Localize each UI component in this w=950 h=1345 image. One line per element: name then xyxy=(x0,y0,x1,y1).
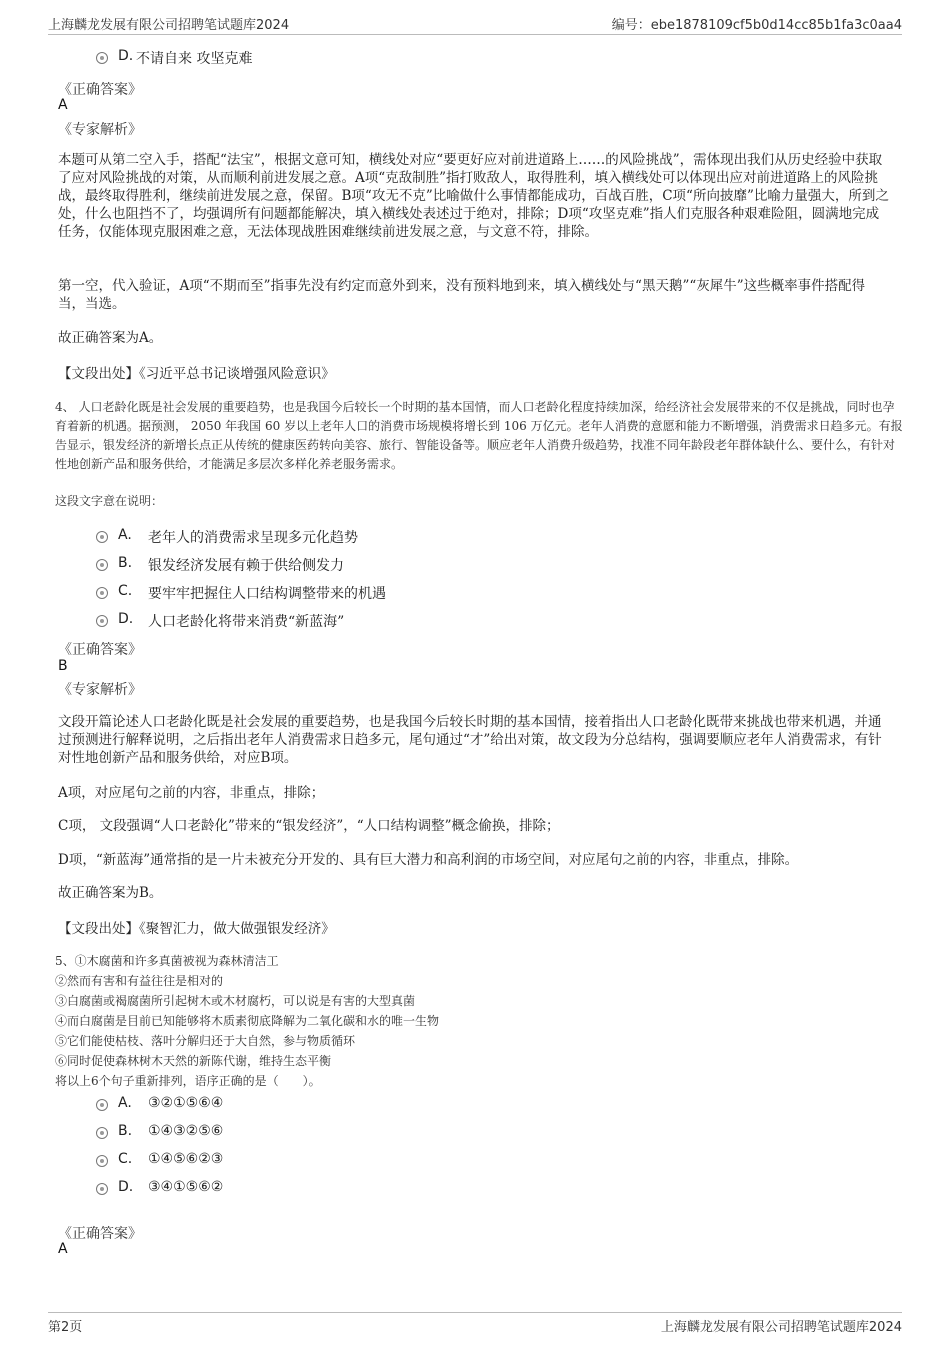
radio-icon[interactable] xyxy=(96,531,108,543)
option-text: 人口老龄化将带来消费“新蓝海” xyxy=(148,614,345,630)
q3-analysis-label: 《专家解析》 xyxy=(58,122,142,138)
q5-answer: A xyxy=(58,1241,68,1257)
q3-analysis-paragraph: 本题可从第二空入手，搭配“法宝”，根据文意可知，横线处对应“要更好应对前进道路上……的风险挑战”，需体现出我们从历史经验中获取了应对风险挑战的对策，从而顺利前进发展之意。A项“克敌制胜”指打败敌人，取得胜利，填入横线处可以体现出应对前进道路上的风险挑战，最终取得胜利，继续前进发展之意，保留。B项“攻无不克”比喻做什么事情都能成功，百战百胜，C项“所向披靡”比喻力量强大，所到之处，什么也阻挡不了，均强调所有问题都能解决，填入横线处表述过于绝对，排除；D项“攻坚克难”指人们克服各种艰难险阻，圆满地完成任务，仅能体现克服困难之意，无法体现战胜困难继续前进发展之意，与文意不符，排除。 xyxy=(58,152,889,240)
option-key: D. xyxy=(118,48,134,64)
q4-analysis-paragraph: C项， 文段强调“人口老龄化”带来的“银发经济”，“人口结构调整”概念偷换，排除； xyxy=(58,818,560,834)
radio-icon[interactable] xyxy=(96,1183,108,1195)
radio-icon[interactable] xyxy=(96,1099,108,1111)
radio-icon[interactable] xyxy=(96,587,108,599)
q4-source: 【文段出处】《聚智汇力，做大做强银发经济》 xyxy=(58,921,335,937)
radio-icon[interactable] xyxy=(96,1127,108,1139)
option-key: D. xyxy=(118,611,134,627)
option-key: B. xyxy=(118,1123,133,1139)
page-number: 第2页 xyxy=(48,1320,83,1335)
q4-answer: B xyxy=(58,658,68,674)
q3-answer-label: 《正确答案》 xyxy=(58,82,142,98)
option-text: 要牢牢把握住人口结构调整带来的机遇 xyxy=(148,586,386,602)
page-footer xyxy=(48,1312,902,1335)
q3-source: 【文段出处】《习近平总书记谈增强风险意识》 xyxy=(58,366,335,382)
q5-stem-line: 5、①木腐菌和许多真菌被视为森林清洁工 xyxy=(55,954,279,968)
q5-stem-line: ⑤它们能使枯枝、落叶分解归还于大自然，参与物质循环 xyxy=(55,1034,356,1048)
q4-question: 这段文字意在说明： xyxy=(55,494,164,508)
q5-stem-line: ⑥同时促使森林树木天然的新陈代谢，维持生态平衡 xyxy=(55,1054,332,1068)
q5-stem-line: ③白腐菌或褐腐菌所引起树木或木材腐朽，可以说是有害的大型真菌 xyxy=(55,994,416,1008)
footer-title: 上海麟龙发展有限公司招聘笔试题库2024 xyxy=(660,1320,902,1335)
q3-analysis-paragraph: 故正确答案为A。 xyxy=(58,330,163,346)
q4-analysis-paragraph: 文段开篇论述人口老龄化既是社会发展的重要趋势，也是我国今后较长时期的基本国情，接着指出人口老龄化既带来挑战也带来机遇，并通过预测进行解释说明，之后指出老年人消费需求日趋多元，尾句通过“才”给出对策，故文段为分总结构，强调要顺应老年人消费需求，有针对性地创新产品和服务供给，对应B项。 xyxy=(58,714,882,766)
q5-answer-label: 《正确答案》 xyxy=(58,1226,142,1242)
option-text: 不请自来 攻坚克难 xyxy=(136,51,253,67)
option-text: ①④③②⑤⑥ xyxy=(148,1123,224,1139)
option-key: B. xyxy=(118,555,133,571)
option-key: C. xyxy=(118,583,133,599)
option-text: ③②①⑤⑥④ xyxy=(148,1095,224,1111)
option-key: A. xyxy=(118,1095,132,1111)
q5-stem-line: ④而白腐菌是目前已知能够将木质素彻底降解为二氧化碳和水的唯一生物 xyxy=(55,1014,440,1028)
q4-stem: 4、 人口老龄化既是社会发展的重要趋势，也是我国今后较长一个时期的基本国情，而人口老龄化程度持续加深，给经济社会发展带来的不仅是挑战，同时也孕育着新的机遇。据预测， 2050 年我国 60 岁以上老年人口的消费市场规模将增长到 106 万亿元。老年人消费的意愿和能力不断增强，消费需求日趋多元。有报告显示，银发经济的新增长点正从传统的健康医药转向美容、旅行、智能设备等。顺应老年人消费升级趋势，找准不同年龄段老年群体缺什么、要什么，有针对性地创新产品和服务供给，才能满足多层次多样化养老服务需求。 xyxy=(55,400,903,471)
option-text: ③④①⑤⑥② xyxy=(148,1179,224,1195)
q3-answer: A xyxy=(58,97,68,113)
option-key: D. xyxy=(118,1179,134,1195)
q3-analysis-paragraph: 第一空，代入验证，A项“不期而至”指事先没有约定而意外到来，没有预料地到来，填入横线处与“黑天鹅”“灰犀牛”这些概率事件搭配得当，当选。 xyxy=(58,278,866,312)
option-key: A. xyxy=(118,527,132,543)
option-key: C. xyxy=(118,1151,133,1167)
q5-stem-line: ②然而有害和有益往往是相对的 xyxy=(55,974,224,988)
q4-analysis-paragraph: A项，对应尾句之前的内容，非重点，排除； xyxy=(58,785,325,801)
radio-icon[interactable] xyxy=(96,615,108,627)
header-title: 上海麟龙发展有限公司招聘笔试题库2024 xyxy=(48,18,290,33)
q4-analysis-paragraph: D项，“新蓝海”通常指的是一片未被充分开发的、具有巨大潜力和高利润的市场空间，对应尾句之前的内容，非重点，排除。 xyxy=(58,852,799,868)
q4-analysis-paragraph: 故正确答案为B。 xyxy=(58,885,163,901)
option-text: 老年人的消费需求呈现多元化趋势 xyxy=(148,530,358,546)
option-text: 银发经济发展有赖于供给侧发力 xyxy=(148,558,344,574)
header-doc-id: 编号：ebe1878109cf5b0d14cc85b1fa3c0aa4 xyxy=(611,18,902,33)
q5-question: 将以上6个句子重新排列，语序正确的是（ ）。 xyxy=(55,1074,321,1088)
page-header xyxy=(48,14,902,35)
radio-icon[interactable] xyxy=(96,1155,108,1167)
option-text: ①④⑤⑥②③ xyxy=(148,1151,224,1167)
q4-analysis-label: 《专家解析》 xyxy=(58,682,142,698)
radio-icon[interactable] xyxy=(96,52,108,64)
q4-answer-label: 《正确答案》 xyxy=(58,642,142,658)
radio-icon[interactable] xyxy=(96,559,108,571)
